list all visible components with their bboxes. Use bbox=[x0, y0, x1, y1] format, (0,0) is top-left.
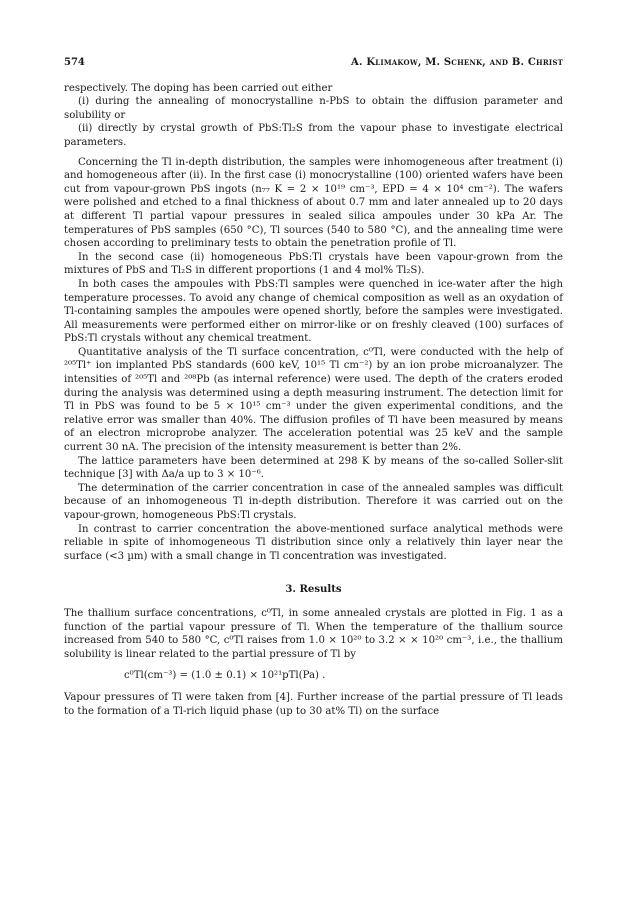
page-number: 574 bbox=[64, 57, 85, 68]
list-item-ii: (ii) directly by crystal growth of PbS:Tl₂S from the vapour phase to investigate electrical parameters. bbox=[64, 123, 563, 148]
paragraph: Vapour pressures of Tl were taken from [4]. Further increase of the partial pressure of Tl leads to the formation of a Tl-rich liquid phase (up to 30 at% Tl) on the surface bbox=[64, 691, 563, 717]
paragraph: The lattice parameters have been determined at 298 K by means of the so-called Soller-slit technique [3] with Δa/a up to 3 × 10⁻⁶. bbox=[64, 455, 563, 481]
section-heading: 3. Results bbox=[285, 583, 342, 596]
paragraph-intro: respectively. The doping has been carried out either bbox=[64, 82, 333, 94]
paragraph: In contrast to carrier concentration the above-mentioned surface analytical methods were reliable in spite of inhomogeneous Tl distribution since only a relatively thin layer near the surface (<3 µm) with a small change in Tl concentration was investigated. bbox=[64, 523, 563, 562]
running-title: A. Klimakow, M. Schenk, and B. Christ bbox=[351, 57, 563, 68]
paragraph: Quantitative analysis of the Tl surface concentration, c⁰Tl, were conducted with the help of ²⁰⁵Tl⁺ ion implanted PbS standards (600 keV, 10¹⁵ Tl cm⁻²) by an ion probe microanalyzer. The intensities of ²⁰⁵Tl and ²⁰⁸Pb (as internal reference) were used. The depth of the craters eroded during the analysis was determined using a depth measuring instrument. The detection limit for Tl in PbS was found to be 5 × 10¹⁵ cm⁻³ under the given experimental conditions, and the relative error was smaller than 40%. The diffusion profiles of Tl have been measured by means of an electron microprobe analyzer. The acceleration potential was 25 keV and the sample current 30 nA. The precision of the intensity measurement is better than 2%. bbox=[64, 346, 563, 454]
list-item-i: (i) during the annealing of monocrystalline n-PbS to obtain the diffusion parameter and solubility or bbox=[64, 96, 563, 121]
equation: c⁰Tl(cm⁻³) = (1.0 ± 0.1) × 10²¹pTl(Pa) . bbox=[124, 670, 326, 682]
paragraph: Concerning the Tl in-depth distribution, the samples were inhomogeneous after treatment (i) and homogeneous after (ii). In the first case (i) monocrystalline (100) oriented wafers have been cut from vapour-grown PbS ingots (n₇₇ K = 2 × 10¹⁹ cm⁻³, EPD = 4 × 10⁴ cm⁻²). The wafers were polished and etched to a final thickness of about 0.7 mm and later annealed up to 20 days at different Tl partial vapour pressures in sealed silica ampoules under 30 kPa Ar. The temperatures of PbS samples (650 °C), Tl sources (540 to 580 °C), and the annealing time were chosen according to preliminary tests to obtain the penetration profile of Tl. bbox=[64, 156, 563, 250]
paragraph: The determination of the carrier concentration in case of the annealed samples was difficult because of an inhomogeneous Tl in-depth distribution. Therefore it was carried out on the vapour-grown, homogeneous PbS:Tl crystals. bbox=[64, 482, 563, 521]
paragraph: The thallium surface concentrations, c⁰Tl, in some annealed crystals are plotted in Fig. 1 as a function of the partial vapour pressure of Tl. When the temperature of the thallium source increased from 540 to 580 °C, c⁰Tl raises from 1.0 × 10²⁰ to 3.2 × × 10²⁰ cm⁻³, i.e., the thallium solubility is linear related to the partial pressure of Tl by bbox=[64, 607, 563, 660]
page-header bbox=[64, 56, 563, 70]
page bbox=[64, 56, 563, 718]
paragraph: In the second case (ii) homogeneous PbS:Tl crystals have been vapour-grown from the mixtures of PbS and Tl₂S in different proportions (1 and 4 mol% Tl₂S). bbox=[64, 251, 563, 277]
paragraph: In both cases the ampoules with PbS:Tl samples were quenched in ice-water after the high temperature processes. To avoid any change of chemical composition as well as an oxydation of Tl-containing samples the ampoules were opened shortly, before the samples were investigated. All measurements were performed either on mirror-like or on freshly cleaved (100) surfaces of PbS:Tl crystals without any chemical treatment. bbox=[64, 278, 563, 345]
